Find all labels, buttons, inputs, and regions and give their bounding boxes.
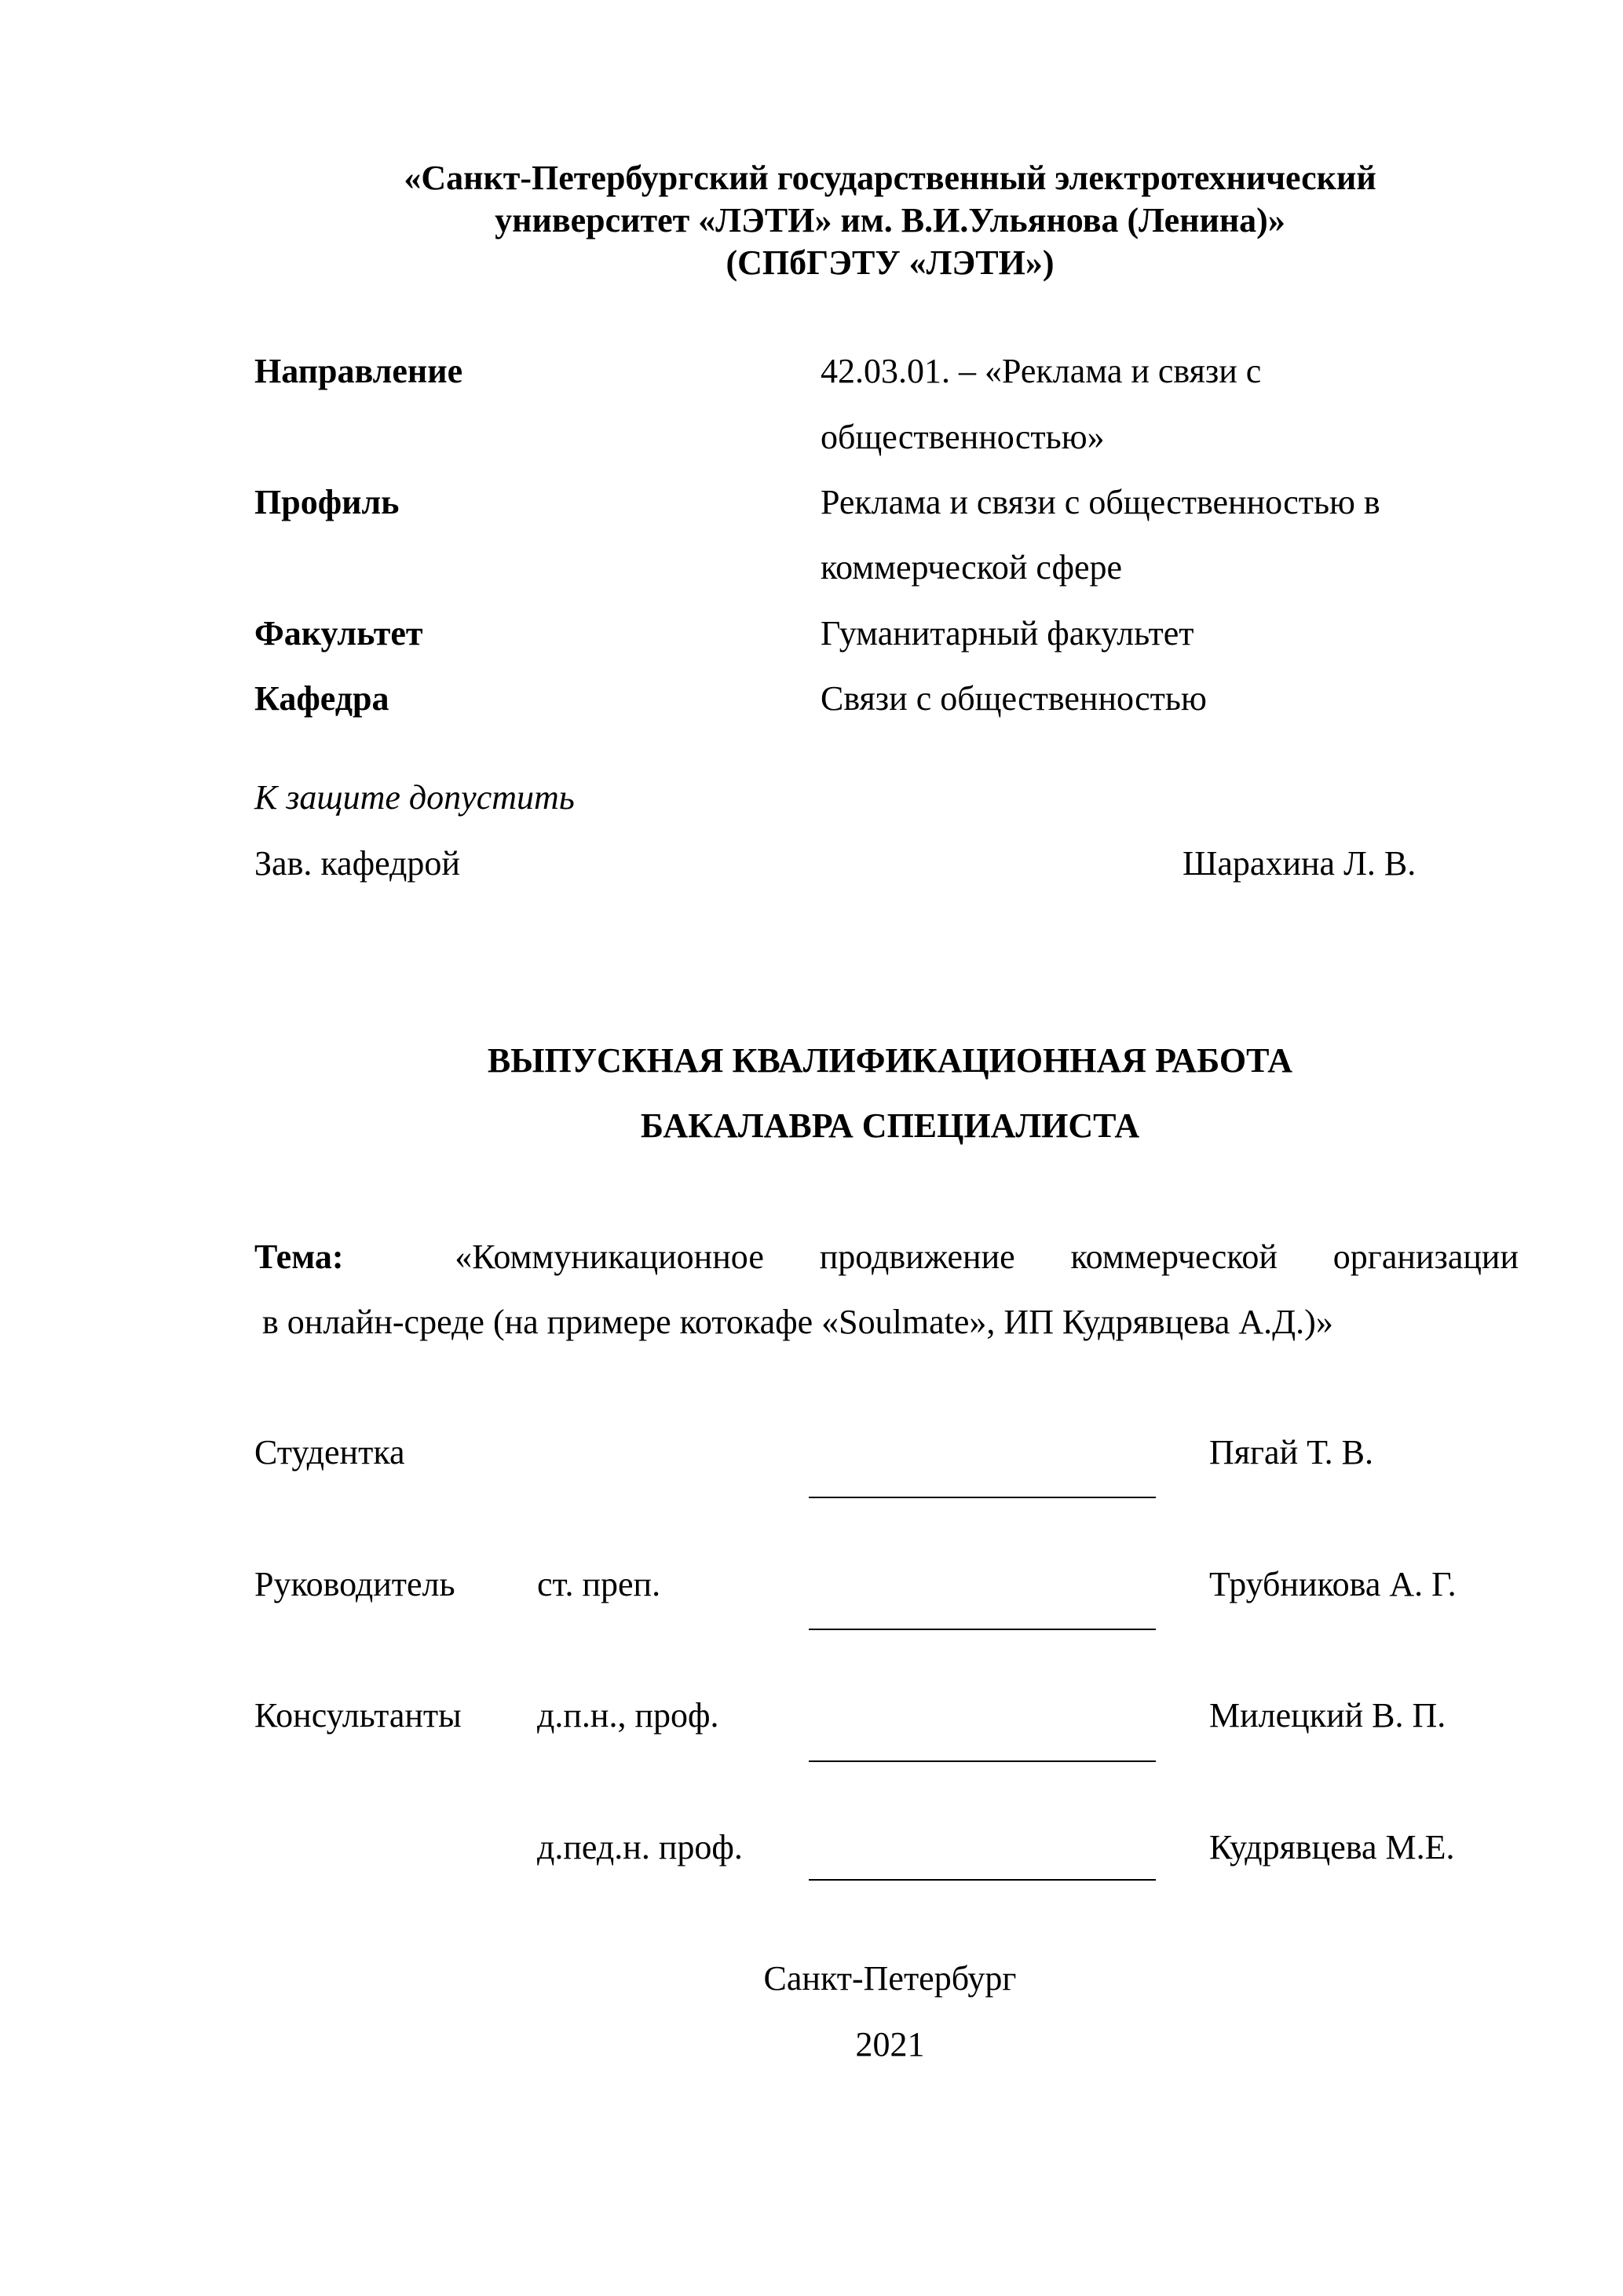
profile-value-line2: коммерческой сфере	[821, 548, 1123, 587]
direction-value-line2: общественностью»	[821, 418, 1105, 456]
consultant1-name: Милецкий В. П.	[1209, 1696, 1446, 1735]
supervisor-name: Трубникова А. Г.	[1209, 1565, 1457, 1603]
university-abbreviation: (СПбГЭТУ «ЛЭТИ»)	[726, 243, 1055, 282]
consultant1-signature-line	[809, 1760, 1156, 1762]
supervisor-signature-line	[809, 1629, 1156, 1630]
supervisor-role: Руководитель	[254, 1565, 455, 1603]
head-of-department-name: Шарахина Л. В.	[1183, 844, 1416, 883]
consultant1-title: д.п.н., проф.	[537, 1696, 719, 1735]
student-role: Студентка	[254, 1433, 405, 1472]
consultant2-name: Кудрявцева М.Е.	[1209, 1828, 1455, 1866]
topic-text-line2: в онлайн-среде (на примере котокафе «Soulmate», ИП Кудрявцева А.Д.)»	[262, 1303, 1333, 1341]
topic-text-line1: «Коммуникационное продвижение коммерческой организации	[455, 1238, 1519, 1276]
department-value: Связи с общественностью	[821, 679, 1207, 718]
consultant2-title: д.пед.н. проф.	[537, 1828, 743, 1866]
department-label: Кафедра	[254, 679, 389, 718]
consultant2-signature-line	[809, 1879, 1156, 1881]
student-signature-line	[809, 1497, 1156, 1498]
topic-line1	[254, 1237, 1519, 1277]
profile-label: Профиль	[254, 483, 400, 521]
consultants-role: Консультанты	[254, 1696, 462, 1735]
footer-year: 2021	[855, 2025, 925, 2064]
university-name-line1: «Санкт-Петербургский государственный электротехнический	[404, 159, 1376, 197]
work-title-line2: БАКАЛАВРА СПЕЦИАЛИСТА	[640, 1106, 1140, 1145]
faculty-value: Гуманитарный факультет	[821, 614, 1194, 653]
topic-label: Тема:	[254, 1238, 344, 1276]
university-name-line2: университет «ЛЭТИ» им. В.И.Ульянова (Ленина)»	[495, 201, 1285, 239]
supervisor-title: ст. преп.	[537, 1565, 661, 1603]
student-name: Пягай Т. В.	[1209, 1433, 1373, 1472]
faculty-label: Факультет	[254, 614, 423, 653]
work-title-line1: ВЫПУСКНАЯ КВАЛИФИКАЦИОННАЯ РАБОТА	[487, 1041, 1293, 1080]
direction-value-line1: 42.03.01. – «Реклама и связи с	[821, 352, 1262, 390]
head-of-department-label: Зав. кафедрой	[254, 844, 460, 883]
footer-city: Санкт-Петербург	[763, 1959, 1017, 1998]
admission-note: К защите допустить	[254, 778, 575, 817]
direction-label: Направление	[254, 352, 463, 390]
profile-value-line1: Реклама и связи с общественностью в	[821, 483, 1380, 521]
